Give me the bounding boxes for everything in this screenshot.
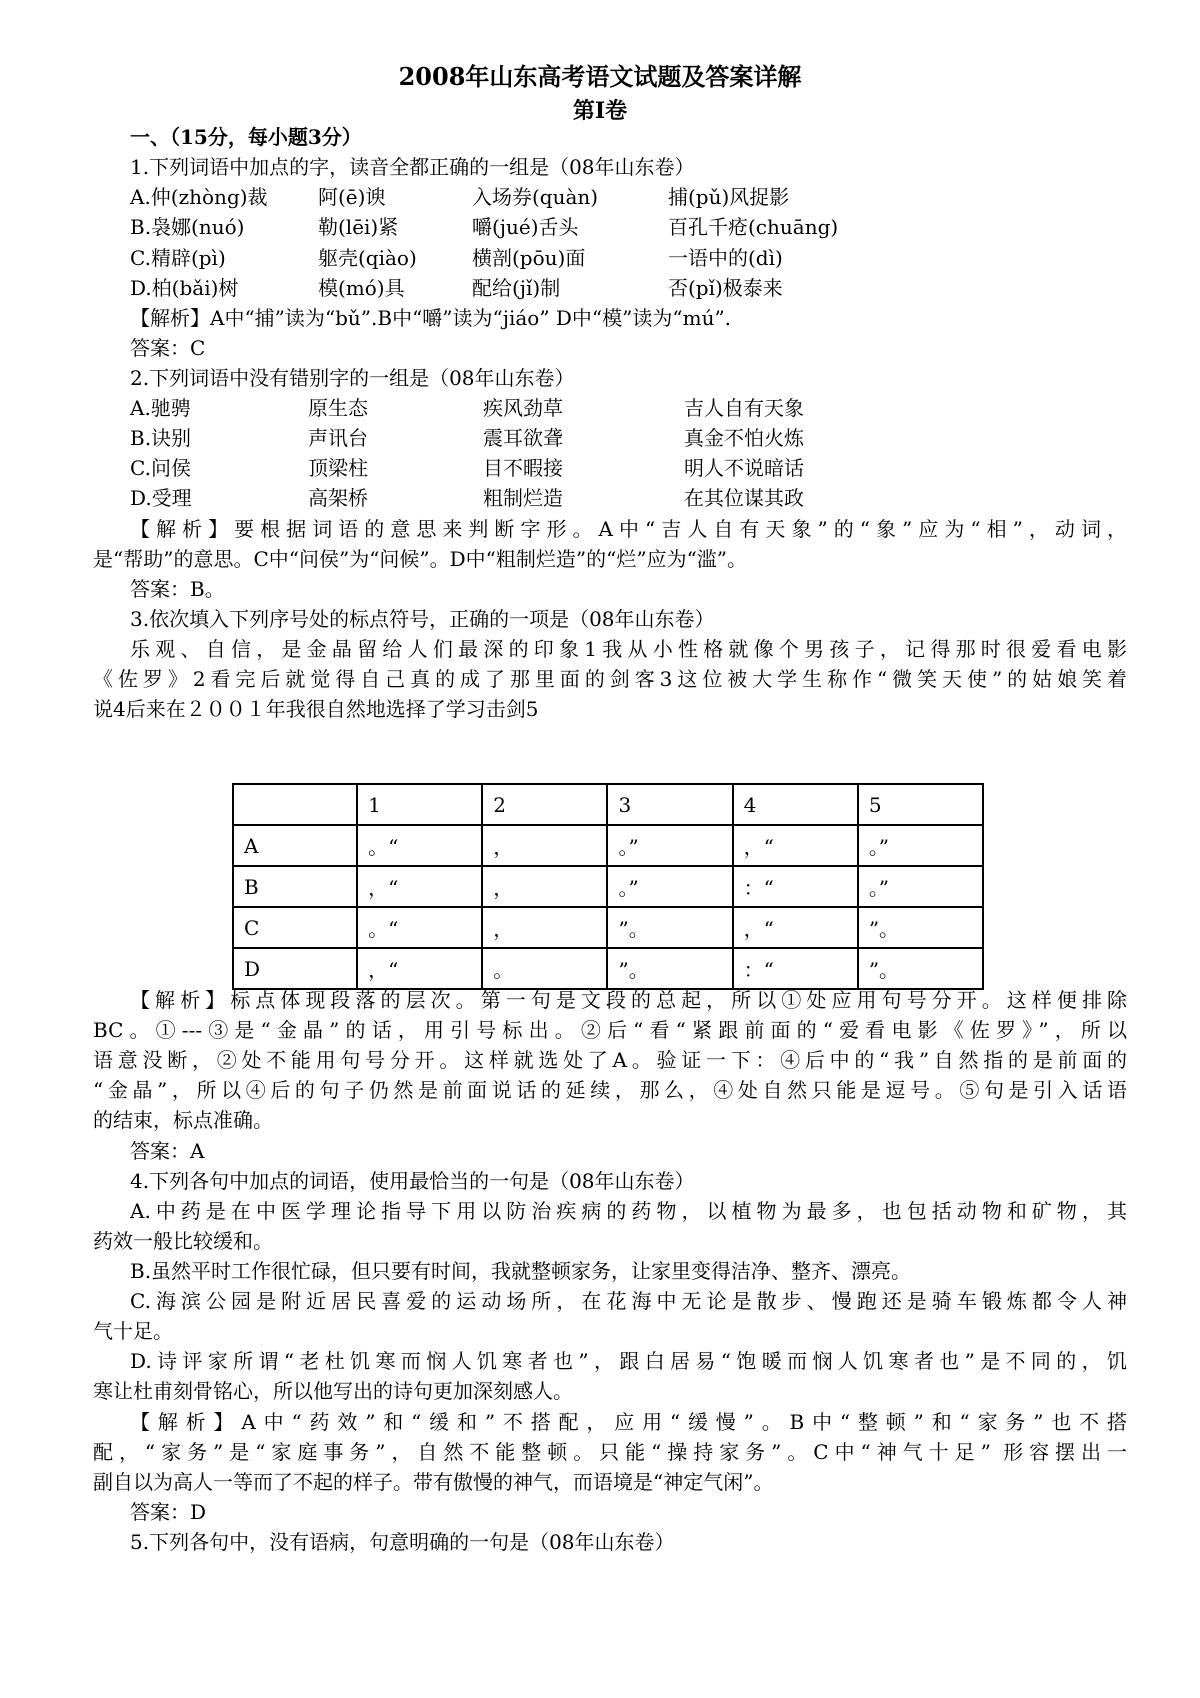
table-cell: 。 (482, 948, 607, 989)
question-3-passage-line-2: 《佐罗》2看完后就觉得自己真的成了那里面的剑客3这位被大学生称作“微笑天使”的姑娘笑着 (93, 667, 1127, 691)
table-cell: 。” (607, 825, 732, 866)
question-4-option-c-line-2: 气十足。 (93, 1319, 173, 1343)
table-cell: ， (482, 866, 607, 907)
option-c-item-3: 横剖(pōu)面 (472, 246, 586, 270)
question-4-option-d-line-1: D.诗评家所谓“老杜饥寒而悯人饥寒者也”，跟白居易“饱暖而悯人饥寒者也”是不同的，饥 (130, 1349, 1127, 1373)
question-1-stem: 1.下列词语中加点的字，读音全都正确的一组是（08年山东卷） (130, 155, 695, 179)
question-2-analysis-line-1: 【解析】要根据词语的意思来判断字形。A中“吉人自有天象”的“象”应为“相”，动词， (130, 517, 1127, 541)
option-c-item-4: 明人不说暗话 (684, 456, 804, 480)
table-cell: ”。 (607, 907, 732, 948)
question-4-option-a-line-1: A.中药是在中医学理论指导下用以防治疾病的药物，以植物为最多，也包括动物和矿物，其 (130, 1199, 1127, 1223)
option-d-item-4: 否(pǐ)极泰来 (668, 276, 783, 300)
table-cell: ，“ (357, 866, 482, 907)
question-3-stem: 3.依次填入下列序号处的标点符号，正确的一项是（08年山东卷） (130, 607, 715, 631)
option-a-item-4: 吉人自有天象 (684, 396, 804, 420)
question-4-analysis-line-2: 配，“家务”是“家庭事务”，自然不能整顿。只能“操持家务”。C中“神气十足” 形容摆出一 (93, 1440, 1127, 1464)
table-row (233, 948, 983, 989)
question-1-analysis: 【解析】A中“捕”读为“bǔ”.B中“嚼”读为“jiáo” D中“模”读为“mú”. (130, 306, 732, 330)
table-cell: ， (482, 825, 607, 866)
option-c-item-2: 顶梁柱 (308, 456, 368, 480)
table-cell: ：“ (733, 866, 858, 907)
question-3-analysis-line-2: BC。①---③是“金晶”的话，用引号标出。②后“看“紧跟前面的“爱看电影《佐罗》”，所以 (93, 1018, 1127, 1042)
option-b-item-3: 震耳欲聋 (483, 426, 563, 450)
option-a-item-4: 捕(pǔ)风捉影 (668, 185, 790, 209)
question-4-option-d-line-2: 寒让杜甫刻骨铭心，所以他写出的诗句更加深刻感人。 (93, 1379, 573, 1403)
option-a-item-1: A.驰骋 (130, 396, 191, 420)
option-d-item-1: D.柏(bǎi)树 (130, 276, 239, 300)
table-cell: 。“ (357, 907, 482, 948)
table-header-row (233, 784, 983, 825)
option-a-item-2: 阿(ē)谀 (318, 185, 386, 209)
question-3-analysis-line-1: 【解析】标点体现段落的层次。第一句是文段的总起，所以①处应用句号分开。这样便排除 (130, 988, 1127, 1012)
question-3-answer: 答案：A (130, 1139, 205, 1163)
option-d-item-1: D.受理 (130, 486, 192, 510)
table-cell: 1 (357, 784, 482, 825)
table-cell: 。” (607, 866, 732, 907)
table-cell: 2 (482, 784, 607, 825)
table-cell: ：“ (733, 948, 858, 989)
question-4-option-a-line-2: 药效一般比较缓和。 (93, 1229, 273, 1253)
table-cell (233, 784, 357, 825)
table-cell: ，“ (733, 825, 858, 866)
question-1-answer: 答案：C (130, 336, 206, 360)
page-subtitle: 第Ⅰ卷 (572, 98, 628, 124)
question-4-stem: 4.下列各句中加点的词语，使用最恰当的一句是（08年山东卷） (130, 1169, 695, 1193)
option-b-item-1: B.诀别 (130, 426, 192, 450)
option-b-item-2: 声讯台 (308, 426, 368, 450)
option-b-item-3: 嚼(jué)舌头 (472, 215, 579, 239)
table-row (233, 825, 983, 866)
table-cell: ， (482, 907, 607, 948)
option-d-item-2: 高架桥 (308, 486, 368, 510)
option-b-item-4: 真金不怕火炼 (684, 426, 804, 450)
option-c-item-1: C.精辟(pì) (130, 246, 226, 270)
table-cell: D (233, 948, 357, 989)
table-cell: A (233, 825, 357, 866)
question-3-passage-line-1: 乐观、自信，是金晶留给人们最深的印象1我从小性格就像个男孩子，记得那时很爱看电影 (130, 637, 1127, 661)
table-row (233, 866, 983, 907)
question-4-option-b: B.虽然平时工作很忙碌，但只要有时间，我就整顿家务，让家里变得洁净、整齐、漂亮。 (130, 1259, 912, 1283)
section-heading: 一、（15分，每小题3分） (130, 125, 362, 149)
question-3-analysis-line-5: 的结束，标点准确。 (93, 1108, 273, 1132)
table-cell: ”。 (607, 948, 732, 989)
question-4-analysis-line-3: 副自以为高人一等而了不起的样子。带有傲慢的神气，而语境是“神定气闲”。 (93, 1470, 774, 1494)
page-title: 2008年山东高考语文试题及答案详解 (398, 62, 802, 91)
question-4-answer: 答案：D (130, 1500, 207, 1524)
option-b-item-2: 勒(lēi)紧 (318, 215, 399, 239)
option-c-item-1: C.问侯 (130, 456, 191, 480)
question-5-stem: 5.下列各句中，没有语病，句意明确的一句是（08年山东卷） (130, 1530, 675, 1554)
punctuation-table (232, 783, 984, 990)
table-cell: 4 (733, 784, 858, 825)
question-2-analysis-line-2: 是“帮助”的意思。C中“问侯”为“问候”。D中“粗制烂造”的“烂”应为“滥”。 (93, 547, 748, 571)
table-cell: 。“ (357, 825, 482, 866)
option-c-item-2: 躯壳(qiào) (318, 246, 417, 270)
table-cell: 3 (607, 784, 732, 825)
question-3-analysis-line-4: “金晶”，所以④后的句子仍然是前面说话的延续，那么，④处自然只能是逗号。⑤句是引入话语 (93, 1078, 1127, 1102)
table-cell: 。” (858, 866, 983, 907)
option-b-item-1: B.袅娜(nuó) (130, 215, 245, 239)
question-3-passage-line-3: 说4后来在２００１年我很自然地选择了学习击剑5 (93, 697, 539, 721)
table-cell: ，“ (733, 907, 858, 948)
table-cell: ”。 (858, 907, 983, 948)
question-2-answer: 答案：B。 (130, 577, 225, 601)
table-cell: 5 (858, 784, 983, 825)
table-cell: ”。 (858, 948, 983, 989)
option-c-item-3: 目不暇接 (483, 456, 563, 480)
option-d-item-3: 配给(jǐ)制 (472, 276, 561, 300)
option-a-item-3: 入场券(quàn) (472, 185, 599, 209)
table-cell: B (233, 866, 357, 907)
option-a-item-2: 原生态 (308, 396, 368, 420)
option-c-item-4: 一语中的(dì) (668, 246, 783, 270)
table-cell: 。” (858, 825, 983, 866)
option-a-item-3: 疾风劲草 (483, 396, 563, 420)
option-d-item-2: 模(mó)具 (318, 276, 405, 300)
option-a-item-1: A.仲(zhòng)裁 (130, 185, 268, 209)
option-b-item-4: 百孔千疮(chuāng) (668, 215, 839, 239)
table-cell: ，“ (357, 948, 482, 989)
question-4-analysis-line-1: 【解析】A中“药效”和“缓和”不搭配，应用“缓慢”。B中“整顿”和“家务”也不搭 (130, 1410, 1127, 1434)
question-2-stem: 2.下列词语中没有错别字的一组是（08年山东卷） (130, 366, 575, 390)
question-3-analysis-line-3: 语意没断，②处不能用句号分开。这样就选处了A。验证一下：④后中的“我”自然指的是前面的 (93, 1048, 1127, 1072)
table-cell: C (233, 907, 357, 948)
table-row (233, 907, 983, 948)
option-d-item-4: 在其位谋其政 (684, 486, 804, 510)
question-4-option-c-line-1: C.海滨公园是附近居民喜爱的运动场所，在花海中无论是散步、慢跑还是骑车锻炼都令人神 (130, 1289, 1127, 1313)
option-d-item-3: 粗制烂造 (483, 486, 563, 510)
